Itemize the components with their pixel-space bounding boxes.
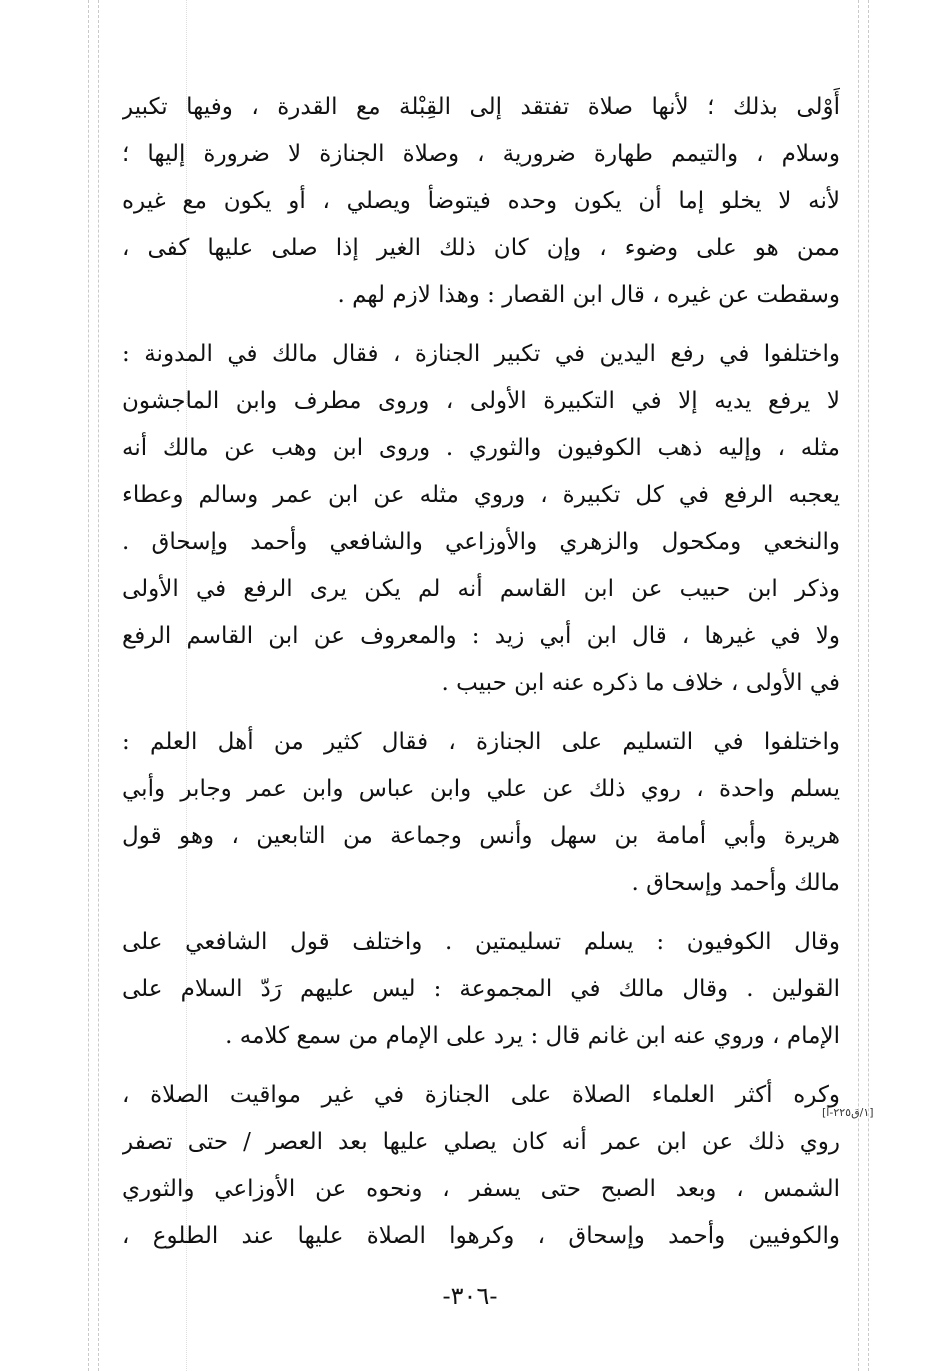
text-line: وسلام ، والتيمم طهارة ضرورية ، وصلاة الجنازة لا ضرورة إليها ؛: [122, 141, 840, 167]
text-line: لأنه لا يخلو إما أن يكون وحده فيتوضأ ويصلي ، أو يكون مع غيره: [122, 188, 840, 214]
text-line: واختلفوا في التسليم على الجنازة ، فقال كثير من أهل العلم :: [122, 729, 840, 755]
text-line: ممن هو على وضوء ، وإن كان ذلك الغير إذا صلى عليها كفى ،: [122, 235, 840, 261]
paragraph: [122, 1072, 840, 1260]
text-line: الإمام ، وروي عنه ابن غانم قال : يرد على الإمام من سمع كلامه .: [225, 1023, 840, 1049]
text-line: والكوفيين وأحمد وإسحاق ، وكرهوا الصلاة عليها عند الطلوع ،: [122, 1223, 840, 1249]
text-line: مثله ، وإليه ذهب الكوفيون والثوري . وروى ابن وهب عن مالك أنه: [122, 435, 840, 461]
paragraph: [122, 919, 840, 1060]
text-line: ولا في غيرها ، قال ابن أبي زيد : والمعروف عن ابن القاسم الرفع: [122, 623, 840, 649]
text-line: يعجبه الرفع في كل تكبيرة ، وروي مثله عن ابن عمر وسالم وعطاء: [122, 482, 840, 508]
paragraph: [122, 331, 840, 707]
text-line: وقال الكوفيون : يسلم تسليمتين . واختلف قول الشافعي على: [122, 929, 840, 955]
text-line: هريرة وأبي أمامة بن سهل وأنس وجماعة من التابعين ، وهو قول: [122, 823, 840, 849]
text-line: وكره أكثر العلماء الصلاة على الجنازة في غير مواقيت الصلاة ،: [122, 1082, 840, 1108]
scan-guide-line: [858, 0, 859, 1371]
text-line: لا يرفع يديه إلا في التكبيرة الأولى ، وروى مطرف وابن الماجشون: [122, 388, 840, 414]
manuscript-folio-reference: [١/ق٢٢٥-أ]: [822, 1106, 874, 1119]
paragraph: [122, 84, 840, 319]
text-line: في الأولى ، خلاف ما ذكره عنه ابن حبيب .: [441, 670, 840, 696]
text-line: يسلم واحدة ، روي ذلك عن علي وابن عباس وابن عمر وجابر وأبي: [122, 776, 840, 802]
text-line: روي ذلك عن ابن عمر أنه كان يصلي عليها بعد العصر / حتى تصفر: [122, 1129, 840, 1155]
text-line: والنخعي ومكحول والزهري والأوزاعي والشافعي وأحمد وإسحاق .: [122, 529, 840, 555]
scan-guide-line: [88, 0, 89, 1371]
scan-guide-line: [98, 0, 99, 1371]
text-line: الشمس ، وبعد الصبح حتى يسفر ، ونحوه عن الأوزاعي والثوري: [122, 1176, 840, 1202]
text-line: وسقطت عن غيره ، قال ابن القصار : وهذا لازم لهم .: [337, 282, 840, 308]
text-line: وذكر ابن حبيب عن ابن القاسم أنه لم يكن يرى الرفع في الأولى: [122, 576, 840, 602]
text-line: واختلفوا في رفع اليدين في تكبير الجنازة ، فقال مالك في المدونة :: [122, 341, 840, 367]
text-line: القولين . وقال مالك في المجموعة : ليس عليهم رَدّ السلام على: [122, 976, 840, 1002]
text-line: أَوْلى بذلك ؛ لأنها صلاة تفتقد إلى القِبْلة مع القدرة ، وفيها تكبير: [122, 94, 840, 120]
page-number: -٣٠٦-: [442, 1282, 498, 1310]
text-line: مالك وأحمد وإسحاق .: [631, 870, 840, 896]
body-text: [122, 84, 840, 1260]
scan-guide-line: [868, 0, 869, 1371]
paragraph: [122, 719, 840, 907]
